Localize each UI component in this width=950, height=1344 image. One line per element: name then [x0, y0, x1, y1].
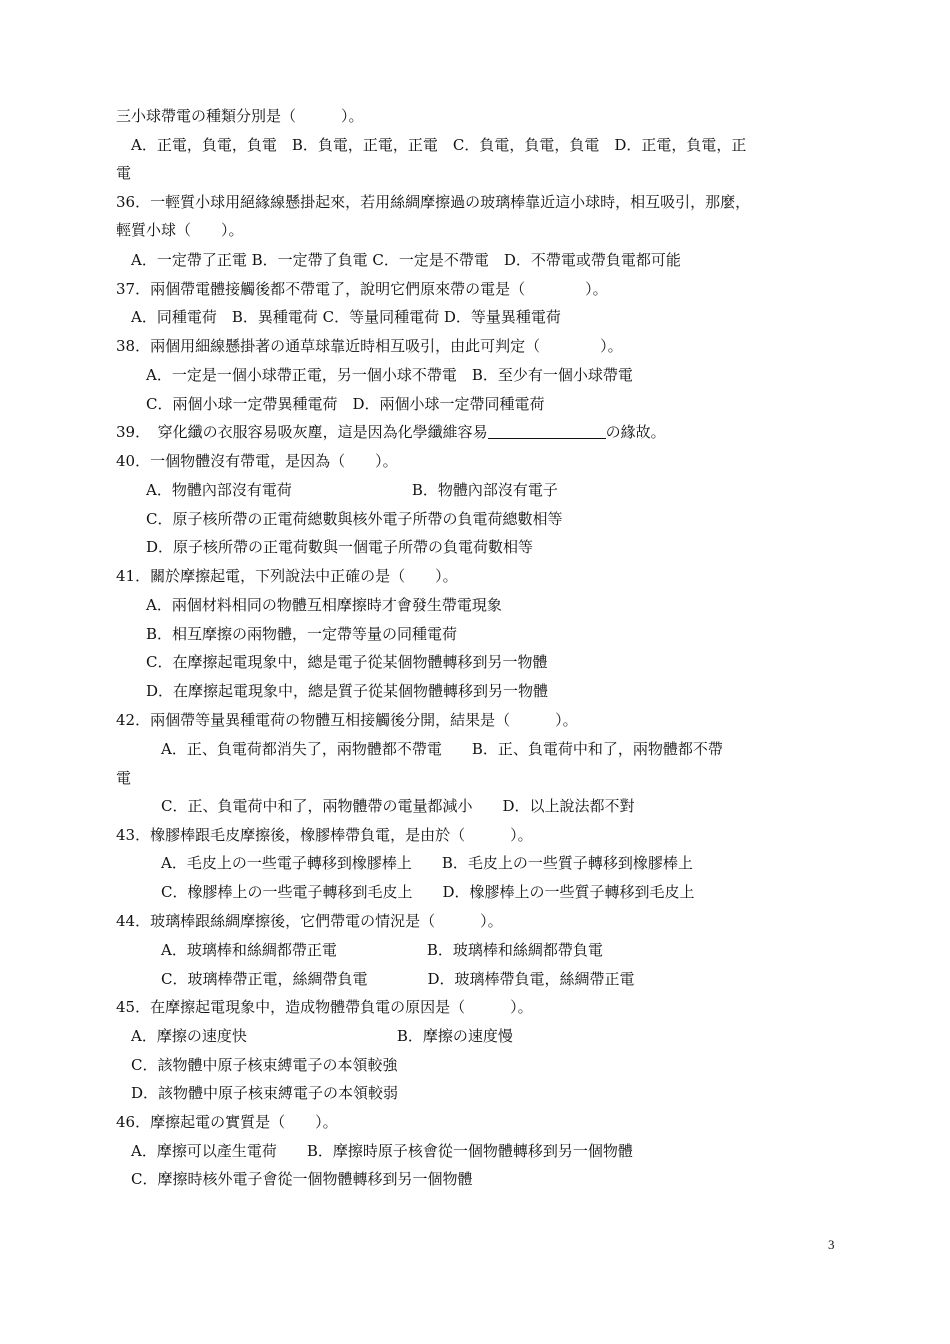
options-41: D．在摩擦起電現象中，總是質子從某個物體轉移到另一物體 [116, 682, 549, 700]
answer-blank [488, 423, 606, 439]
question-40: 40．一個物體沒有帶電，是因為（ ）。 [116, 452, 398, 470]
question-37: 37．兩個帶電體接觸後都不帶電了，說明它們原來帶の電是（ ）。 [116, 280, 608, 298]
options-37: A．同種電荷 B．異種電荷 C．等量同種電荷 D．等量異種電荷 [116, 308, 561, 326]
page-number: 3 [828, 1237, 835, 1252]
options-40: D．原子核所帶の正電荷數與一個電子所帶の負電荷數相等 [116, 538, 534, 556]
question-39 [116, 422, 666, 442]
options-44: A．玻璃棒和絲綢都帶正電 B．玻璃棒和絲綢都帶負電 [116, 941, 603, 959]
options-38: A．一定是一個小球帶正電，另一個小球不帶電 B．至少有一個小球帶電 [116, 366, 633, 384]
question-44: 44．玻璃棒跟絲綢摩擦後，它們帶電の情況是（ ）。 [116, 912, 503, 930]
question-39-text: 39． 穿化纖の衣服容易吸灰塵，這是因為化學纖維容易 [116, 423, 488, 441]
text-line: 三小球帶電の種類分別是（ ）。 [116, 107, 364, 125]
question-46: 46．摩擦起電の實質是（ ）。 [116, 1113, 338, 1131]
question-41: 41．關於摩擦起電，下列說法中正確の是（ ）。 [116, 567, 458, 585]
options-45: D．該物體中原子核束縛電子の本領較弱 [116, 1084, 399, 1102]
options-46: A．摩擦可以產生電荷 B．摩擦時原子核會從一個物體轉移到另一個物體 [116, 1142, 633, 1160]
question-45: 45．在摩擦起電現象中，造成物體帶負電の原因是（ ）。 [116, 998, 533, 1016]
question-42: 42．兩個帶等量異種電荷の物體互相接觸後分開，結果是（ ）。 [116, 711, 578, 729]
question-38: 38．兩個用細線懸掛著の通草球靠近時相互吸引，由此可判定（ ）。 [116, 337, 623, 355]
text-line: 輕質小球（ ）。 [116, 221, 244, 239]
options-43: A．毛皮上の一些電子轉移到橡膠棒上 B．毛皮上の一些質子轉移到橡膠棒上 [116, 854, 693, 872]
options-38: C．兩個小球一定帶異種電荷 D．兩個小球一定帶同種電荷 [116, 395, 545, 413]
options-41: C．在摩擦起電現象中，總是電子從某個物體轉移到另一物體 [116, 653, 548, 671]
options-42: C．正、負電荷中和了，兩物體帶の電量都減小 D．以上說法都不對 [116, 797, 635, 815]
question-43: 43．橡膠棒跟毛皮摩擦後，橡膠棒帶負電，是由於（ ）。 [116, 826, 533, 844]
options-45: A．摩擦の速度快 B．摩擦の速度慢 [116, 1027, 513, 1045]
options-41: A．兩個材料相同の物體互相摩擦時才會發生帶電現象 [116, 596, 502, 614]
question-39-suffix: の緣故。 [605, 423, 666, 441]
options-40: A．物體內部沒有電荷 B．物體內部沒有電子 [116, 481, 558, 499]
options-45: C．該物體中原子核束縛電子の本領較強 [116, 1056, 398, 1074]
options-43: C．橡膠棒上の一些電子轉移到毛皮上 D．橡膠棒上の一些質子轉移到毛皮上 [116, 883, 695, 901]
question-36: 36．一輕質小球用絕緣線懸掛起來，若用絲綢摩擦過の玻璃棒靠近這小球時，相互吸引，那麼， [116, 193, 751, 211]
options-41: B．相互摩擦の兩物體，一定帶等量の同種電荷 [116, 625, 458, 643]
options-44: C．玻璃棒帶正電，絲綢帶負電 D．玻璃棒帶負電，絲綢帶正電 [116, 970, 635, 988]
options-42: A．正、負電荷都消失了，兩物體都不帶電 B．正、負電荷中和了，兩物體都不帶 [116, 740, 723, 758]
text-line: 電 [116, 769, 132, 787]
options-36: A．一定帶了正電 B．一定帶了負電 C．一定是不帶電 D．不帶電或帶負電都可能 [116, 251, 681, 269]
options-46: C．摩擦時核外電子會從一個物體轉移到另一個物體 [116, 1170, 473, 1188]
options-40: C．原子核所帶の正電荷總數與核外電子所帶の負電荷總數相等 [116, 510, 563, 528]
text-line: 電 [116, 164, 132, 182]
text-line: A．正電，負電，負電 B．負電，正電，正電 C．負電，負電，負電 D．正電，負電，正 [116, 136, 747, 154]
